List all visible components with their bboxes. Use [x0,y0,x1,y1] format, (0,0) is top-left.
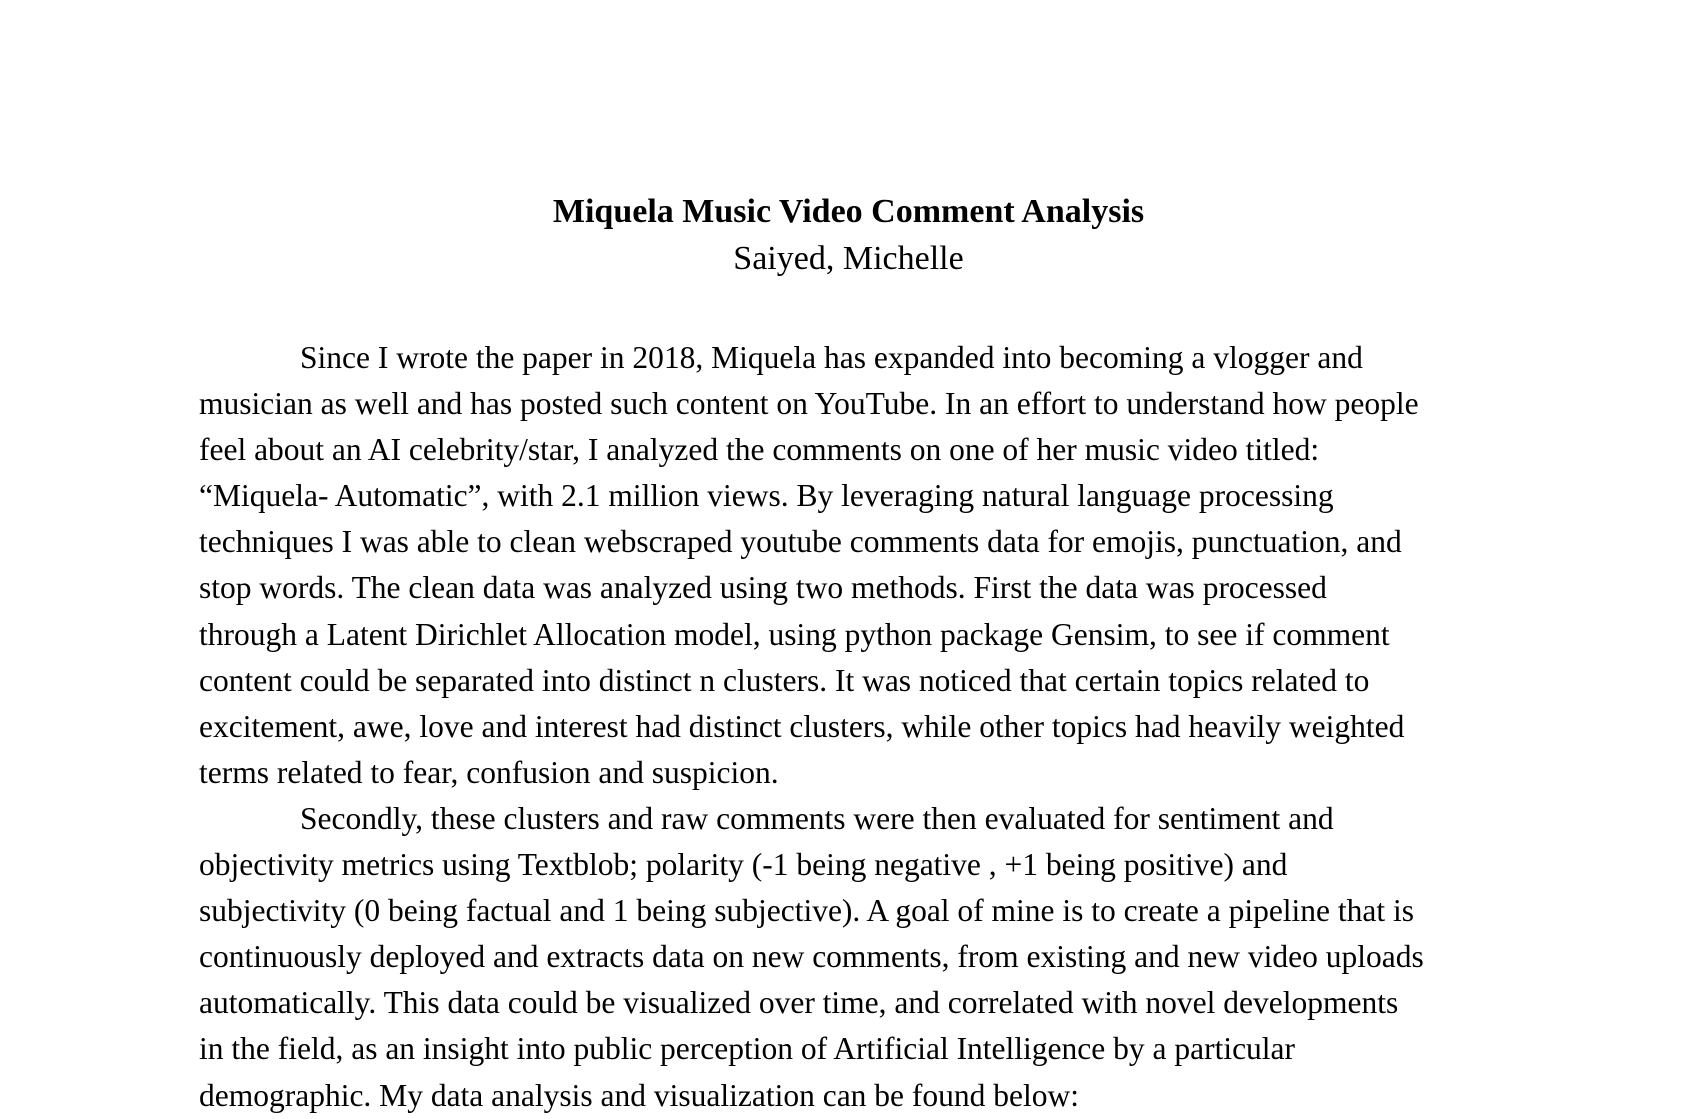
paragraph-1-line-9: excitement, awe, love and interest had distinct clusters, while other topics had heavily weighted [199,708,1405,744]
paragraph-1-line-4: “Miquela- Automatic”, with 2.1 million views. By leveraging natural language processing [199,478,1334,514]
paragraph-2-line-6: in the field, as an insight into public perception of Artificial Intelligence by a particular [199,1031,1296,1067]
paragraph-2-line-1: Secondly, these clusters and raw comments were then evaluated for sentiment and [300,800,1334,836]
document-title: Miquela Music Video Comment Analysis [552,193,1145,230]
paragraph-1-line-6: stop words. The clean data was analyzed using two methods. First the data was processed [199,570,1327,606]
paragraph-2-line-7: demographic. My data analysis and visualization can be found below: [199,1077,1080,1113]
paragraph-1-line-1: Since I wrote the paper in 2018, Miquela has expanded into becoming a vlogger and [300,340,1363,375]
document-author: Saiyed, Michelle [733,240,964,277]
paragraph-1-line-3: feel about an AI celebrity/star, I analyzed the comments on one of her music video titled: [199,432,1320,468]
paragraph-2-line-4: continuously deployed and extracts data on new comments, from existing and new video uploads [199,939,1424,975]
paragraph-1-line-2: musician as well and has posted such content on YouTube. In an effort to understand how people [199,386,1419,422]
paragraph-2-line-3: subjectivity (0 being factual and 1 being subjective). A goal of mine is to create a pipeline that is [199,893,1415,929]
paragraph-2-line-5: automatically. This data could be visualized over time, and correlated with novel developments [199,985,1399,1021]
document-body [199,335,1519,1119]
paragraph-2-line-2: objectivity metrics using Textblob; polarity (-1 being negative , +1 being positive) and [199,847,1288,883]
paragraph-1-line-10: terms related to fear, confusion and suspicion. [199,754,779,790]
paragraph-1-line-8: content could be separated into distinct n clusters. It was noticed that certain topics related to [199,662,1370,698]
paragraph-1-line-5: techniques I was able to clean webscraped youtube comments data for emojis, punctuation, and [199,524,1402,560]
paragraph-1-line-7: through a Latent Dirichlet Allocation model, using python package Gensim, to see if comment [199,616,1390,652]
